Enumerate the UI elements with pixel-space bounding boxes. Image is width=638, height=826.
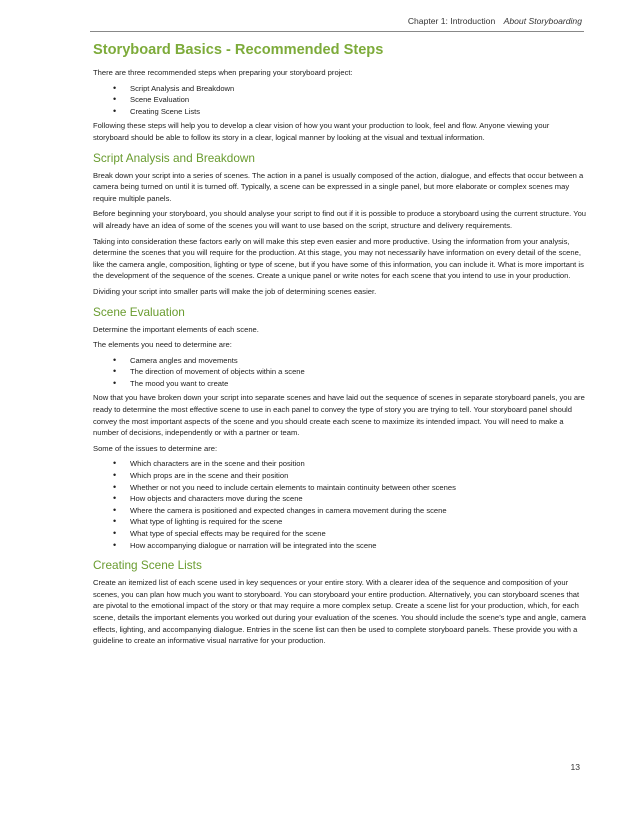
list-item: • The direction of movement of objects within a scene: [113, 366, 305, 377]
list-item: • Where the camera is positioned and expected changes in camera movement during the scene: [113, 504, 447, 515]
header-section: About Storyboarding: [503, 16, 582, 26]
bullet-icon: •: [113, 354, 117, 365]
list-item: • What type of special effects may be required for the scene: [113, 528, 326, 538]
bullet-icon: •: [113, 516, 117, 527]
paragraph: Some of the issues to determine are:: [93, 443, 218, 453]
steps-list: [93, 83, 587, 118]
paragraph: Dividing your script into smaller parts will make the job of determining scenes easier.: [93, 286, 377, 296]
list-item: • Script Analysis and Breakdown: [113, 82, 235, 93]
list-item: • How objects and characters move during the scene: [113, 493, 303, 504]
bullet-icon: •: [113, 94, 117, 105]
bullet-icon: •: [113, 470, 117, 481]
bullet-icon: •: [113, 539, 117, 550]
bullet-icon: •: [113, 366, 117, 377]
list-item: • What type of lighting is required for the scene: [113, 516, 283, 527]
list-item: • Camera angles and movements: [113, 354, 238, 365]
bullet-icon: •: [113, 493, 117, 504]
bullet-icon: •: [113, 504, 117, 515]
paragraph: Before beginning your storyboard, you should analyse your script to find out if it is possible to produce a storyboard using the current structure. You will already have an idea of some of the scenes you will want to use based on the script, structure and delivery requirements.: [93, 209, 587, 230]
page-number: 13: [570, 762, 580, 772]
bullet-icon: •: [113, 528, 117, 538]
paragraph: Determine the important elements of each scene.: [93, 324, 259, 334]
paragraph: Create an itemized list of each scene used in key sequences or your entire story. With a clearer idea of the sequence and composition of your scenes, you can plan how much you want to storyboard. You can storyboard your entire production. Alternatively, you can storyboard scenes that are pivotal to the emotional impact of the story or that may require a more complex setup. Create a scene list for your production, which, for each scene, details the important elements you worked out during your evaluation of the scenes. You should include the scene’s type and angle, camera effects, lighting, and accompanying dialogue. Entries in the scene list can then be used to complete storyboard panels. These provide you with a guideline to create an informative visual narrative for your production.: [93, 578, 586, 646]
section-heading-scene-evaluation: Scene Evaluation: [93, 304, 185, 319]
list-item: • Creating Scene Lists: [113, 105, 201, 116]
header-chapter: Chapter 1: Introduction: [407, 16, 496, 26]
section-heading-scene-lists: Creating Scene Lists: [93, 558, 202, 573]
paragraph: Taking into consideration these factors early on will make this step even easier and more productive. Using the information from your analysis, determine the scenes that you will require for the production. At this stage, you may not necessarily have information on every detail of the scene, like the camera angle, composition, lighting or type of scene, but if you have some of this information, you can include it. What is more important is the development of the sequence of the scenes. Create a unique panel or write notes for each scene that you intend to use in your production.: [93, 236, 584, 281]
page-content: [93, 40, 587, 651]
bullet-icon: •: [113, 377, 117, 388]
bullet-icon: •: [113, 458, 117, 469]
intro-paragraph: There are three recommended steps when preparing your storyboard project:: [93, 68, 353, 77]
section-heading-script-analysis: Script Analysis and Breakdown: [93, 150, 255, 165]
page-title: Storyboard Basics - Recommended Steps: [93, 42, 384, 58]
list-item: • Which props are in the scene and their position: [113, 470, 289, 481]
bullet-icon: •: [113, 105, 117, 116]
list-item: • Which characters are in the scene and their position: [113, 458, 305, 469]
intro-follow-paragraph: Following these steps will help you to develop a clear vision of how you want your production to look, feel and flow. Anyone viewing your storyboard should be able to follow its story in a clear, logical manner by looking at the visual and textual information.: [93, 121, 550, 142]
list-item: • Whether or not you need to include certain elements to maintain continuity between other scenes: [113, 481, 456, 492]
list-item: • The mood you want to create: [113, 377, 229, 388]
paragraph: Now that you have broken down your script into separate scenes and have laid out the sequence of scenes in separate storyboard panels, you are ready to determine the most effective scene to use in each panel to convey the type of story you are trying to tell. Your storyboard panel should convey the most important aspects of the scene and you should create each scene to maximize its intended impact. You will need to make a number of decisions, independently or with a partner or team.: [93, 393, 585, 438]
list-item: • Scene Evaluation: [113, 94, 190, 105]
running-header: [408, 16, 582, 26]
elements-list: [93, 355, 587, 390]
bullet-icon: •: [113, 481, 117, 492]
paragraph: The elements you need to determine are:: [93, 340, 232, 350]
list-item: • How accompanying dialogue or narration will be integrated into the scene: [113, 539, 377, 550]
issues-list: [93, 458, 587, 551]
bullet-icon: •: [113, 82, 117, 93]
header-divider: [90, 31, 584, 32]
paragraph: Break down your script into a series of scenes. The action in a panel is usually composed of the action, dialogue, and effects that occur between a camera being turned on until it is turned off. Typically, a scene can be expressed in a single panel, but more elaborate or complex scenes may require multiple panels.: [93, 170, 584, 203]
